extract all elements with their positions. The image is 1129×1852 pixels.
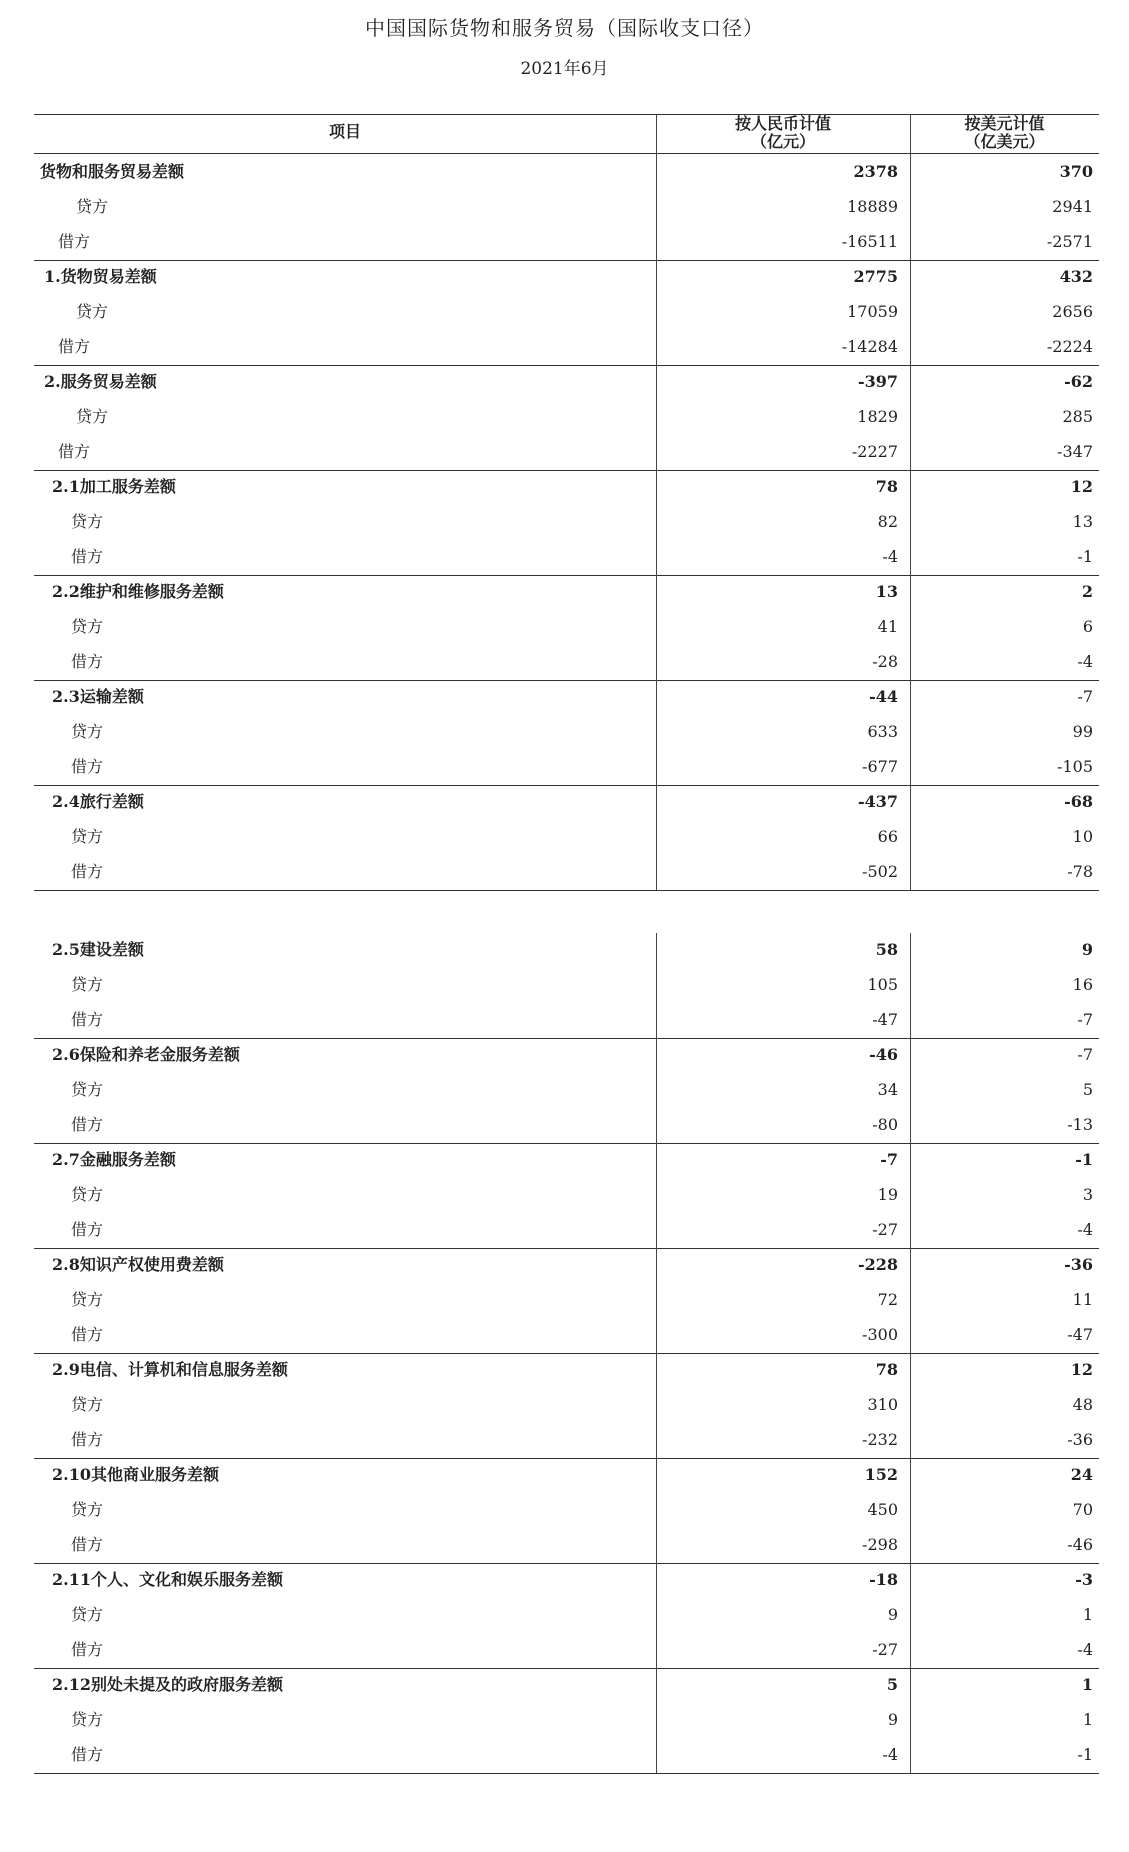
block-rule bbox=[34, 1143, 1099, 1144]
cell-usd: -4 bbox=[1077, 1640, 1093, 1659]
cell-usd: -46 bbox=[1067, 1535, 1093, 1554]
row-label-debit: 借方 bbox=[71, 1115, 104, 1134]
cell-usd: -2571 bbox=[1046, 232, 1093, 251]
row-label-debit: 借方 bbox=[71, 1640, 104, 1659]
row-label: 1.货物贸易差额 bbox=[44, 267, 157, 286]
row-label-debit: 借方 bbox=[71, 862, 104, 881]
cell-rmb: -80 bbox=[872, 1115, 898, 1134]
cell-usd: 2656 bbox=[1052, 302, 1093, 321]
cell-usd: -62 bbox=[1064, 372, 1093, 391]
row-label: 2.10其他商业服务差额 bbox=[52, 1465, 219, 1484]
cell-usd: -4 bbox=[1077, 652, 1093, 671]
cell-rmb: -437 bbox=[857, 792, 898, 811]
cell-usd: 5 bbox=[1082, 1080, 1093, 1099]
row-label-debit: 借方 bbox=[58, 337, 91, 356]
cell-usd: 432 bbox=[1059, 267, 1093, 286]
cell-rmb: -7 bbox=[880, 1150, 898, 1169]
cell-usd: 70 bbox=[1072, 1500, 1093, 1519]
cell-usd: -47 bbox=[1067, 1325, 1093, 1344]
cell-rmb: 72 bbox=[877, 1290, 898, 1309]
header-bottom-rule bbox=[34, 153, 1099, 154]
row-label: 2.6保险和养老金服务差额 bbox=[52, 1045, 240, 1064]
block-rule bbox=[34, 1458, 1099, 1459]
cell-usd: 2941 bbox=[1052, 197, 1093, 216]
cell-rmb: -28 bbox=[872, 652, 898, 671]
cell-rmb: 450 bbox=[867, 1500, 898, 1519]
header-item: 项目 bbox=[328, 122, 361, 141]
row-label-debit: 借方 bbox=[71, 1010, 104, 1029]
cell-usd: 12 bbox=[1070, 1360, 1093, 1379]
trade-table bbox=[34, 0, 1099, 1852]
col-rule bbox=[910, 114, 911, 890]
cell-usd: -3 bbox=[1075, 1570, 1093, 1589]
row-label-debit: 借方 bbox=[71, 547, 104, 566]
cell-usd: 16 bbox=[1072, 975, 1093, 994]
cell-rmb: 78 bbox=[875, 477, 898, 496]
row-label-credit: 贷方 bbox=[71, 1185, 104, 1204]
cell-rmb: -300 bbox=[862, 1325, 898, 1344]
row-label-credit: 贷方 bbox=[71, 1290, 104, 1309]
row-label-credit: 贷方 bbox=[71, 1080, 104, 1099]
cell-usd: -13 bbox=[1067, 1115, 1093, 1134]
block-rule bbox=[34, 785, 1099, 786]
row-label-credit: 贷方 bbox=[71, 827, 104, 846]
cell-usd: -1 bbox=[1075, 1150, 1093, 1169]
table-subtitle: 2021年6月 bbox=[520, 59, 609, 79]
block-rule bbox=[34, 1353, 1099, 1354]
row-label: 2.5建设差额 bbox=[52, 940, 144, 959]
cell-rmb: -18 bbox=[869, 1570, 898, 1589]
row-label-credit: 贷方 bbox=[71, 617, 104, 636]
block-rule bbox=[34, 1563, 1099, 1564]
cell-rmb: 13 bbox=[875, 582, 898, 601]
cell-rmb: 633 bbox=[867, 722, 898, 741]
cell-rmb: 66 bbox=[877, 827, 898, 846]
cell-rmb: -2227 bbox=[851, 442, 898, 461]
cell-usd: -36 bbox=[1064, 1255, 1093, 1274]
row-label-debit: 借方 bbox=[71, 652, 104, 671]
row-label-credit: 贷方 bbox=[71, 722, 104, 741]
cell-usd: 1 bbox=[1082, 1710, 1093, 1729]
cell-rmb: 78 bbox=[875, 1360, 898, 1379]
cell-rmb: 2378 bbox=[853, 162, 898, 181]
table-title: 中国国际货物和服务贸易（国际收支口径） bbox=[365, 16, 764, 40]
col-rule bbox=[656, 933, 657, 1773]
cell-rmb: -502 bbox=[862, 862, 898, 881]
cell-usd: 3 bbox=[1082, 1185, 1093, 1204]
row-label-debit: 借方 bbox=[71, 1745, 104, 1764]
cell-usd: -7 bbox=[1077, 687, 1093, 706]
cell-rmb: -677 bbox=[862, 757, 898, 776]
row-label-debit: 借方 bbox=[71, 757, 104, 776]
block-rule bbox=[34, 575, 1099, 576]
cell-rmb: 9 bbox=[887, 1605, 898, 1624]
block-rule bbox=[34, 680, 1099, 681]
cell-usd: 99 bbox=[1072, 722, 1093, 741]
row-label-credit: 贷方 bbox=[76, 407, 109, 426]
cell-usd: 2 bbox=[1081, 582, 1093, 601]
cell-rmb: -16511 bbox=[841, 232, 898, 251]
cell-rmb: 1829 bbox=[857, 407, 898, 426]
row-label-credit: 贷方 bbox=[71, 975, 104, 994]
row-label-credit: 贷方 bbox=[76, 197, 109, 216]
cell-usd: 285 bbox=[1062, 407, 1093, 426]
cell-rmb: -46 bbox=[869, 1045, 898, 1064]
cell-usd: 48 bbox=[1072, 1395, 1093, 1414]
cell-rmb: 5 bbox=[886, 1675, 898, 1694]
cell-usd: -2224 bbox=[1046, 337, 1093, 356]
row-label: 2.2维护和维修服务差额 bbox=[52, 582, 224, 601]
cell-usd: -36 bbox=[1067, 1430, 1093, 1449]
cell-rmb: 41 bbox=[877, 617, 898, 636]
cell-usd: 13 bbox=[1072, 512, 1093, 531]
block-rule bbox=[34, 260, 1099, 261]
cell-usd: 10 bbox=[1072, 827, 1093, 846]
block-rule bbox=[34, 1038, 1099, 1039]
row-label-credit: 贷方 bbox=[71, 1710, 104, 1729]
row-label: 2.1加工服务差额 bbox=[52, 477, 176, 496]
block-rule bbox=[34, 890, 1099, 891]
cell-usd: -7 bbox=[1077, 1045, 1093, 1064]
cell-usd: -105 bbox=[1057, 757, 1093, 776]
cell-rmb: 18889 bbox=[847, 197, 898, 216]
cell-rmb: 17059 bbox=[847, 302, 898, 321]
cell-usd: -1 bbox=[1077, 1745, 1093, 1764]
header-usd-line2: （亿美元） bbox=[964, 132, 1045, 151]
row-label: 2.8知识产权使用费差额 bbox=[52, 1255, 224, 1274]
cell-usd: 1 bbox=[1081, 1675, 1093, 1694]
row-label: 2.3运输差额 bbox=[52, 687, 144, 706]
cell-rmb: 2775 bbox=[853, 267, 898, 286]
row-label: 2.4旅行差额 bbox=[52, 792, 144, 811]
block-rule bbox=[34, 1668, 1099, 1669]
cell-rmb: 310 bbox=[867, 1395, 898, 1414]
cell-rmb: -228 bbox=[857, 1255, 898, 1274]
row-label-debit: 借方 bbox=[71, 1430, 104, 1449]
row-label-debit: 借方 bbox=[71, 1325, 104, 1344]
table-top-rule bbox=[34, 114, 1099, 115]
row-label-debit: 借方 bbox=[71, 1220, 104, 1239]
cell-usd: 24 bbox=[1070, 1465, 1093, 1484]
row-label: 2.12别处未提及的政府服务差额 bbox=[52, 1675, 283, 1694]
row-label: 2.9电信、计算机和信息服务差额 bbox=[52, 1360, 288, 1379]
row-label-debit: 借方 bbox=[71, 1535, 104, 1554]
row-label: 货物和服务贸易差额 bbox=[40, 162, 185, 181]
cell-rmb: -27 bbox=[872, 1640, 898, 1659]
row-label: 2.服务贸易差额 bbox=[44, 372, 157, 391]
block-rule bbox=[34, 1248, 1099, 1249]
cell-usd: -7 bbox=[1077, 1010, 1093, 1029]
block-rule bbox=[34, 1773, 1099, 1774]
cell-usd: -4 bbox=[1077, 1220, 1093, 1239]
cell-usd: 11 bbox=[1072, 1290, 1093, 1309]
cell-rmb: -44 bbox=[869, 687, 898, 706]
row-label-credit: 贷方 bbox=[71, 1395, 104, 1414]
cell-usd: -68 bbox=[1064, 792, 1093, 811]
header-usd-line1: 按美元计值 bbox=[964, 114, 1045, 133]
cell-rmb: 9 bbox=[887, 1710, 898, 1729]
cell-usd: 9 bbox=[1081, 940, 1093, 959]
cell-rmb: 34 bbox=[877, 1080, 898, 1099]
cell-rmb: 105 bbox=[867, 975, 898, 994]
row-label-credit: 贷方 bbox=[71, 512, 104, 531]
cell-rmb: -27 bbox=[872, 1220, 898, 1239]
block-rule bbox=[34, 470, 1099, 471]
cell-rmb: -14284 bbox=[841, 337, 898, 356]
cell-rmb: 58 bbox=[875, 940, 898, 959]
cell-rmb: -397 bbox=[857, 372, 898, 391]
row-label-credit: 贷方 bbox=[76, 302, 109, 321]
cell-usd: -347 bbox=[1057, 442, 1093, 461]
header-rmb-line2: （亿元） bbox=[750, 132, 815, 151]
block-rule bbox=[34, 365, 1099, 366]
header-rmb-line1: 按人民币计值 bbox=[734, 114, 831, 133]
cell-rmb: 19 bbox=[877, 1185, 898, 1204]
cell-rmb: 82 bbox=[877, 512, 898, 531]
cell-usd: -78 bbox=[1067, 862, 1093, 881]
row-label-debit: 借方 bbox=[58, 232, 91, 251]
cell-rmb: -4 bbox=[882, 1745, 898, 1764]
cell-rmb: 152 bbox=[864, 1465, 898, 1484]
cell-usd: 1 bbox=[1082, 1605, 1093, 1624]
row-label: 2.7金融服务差额 bbox=[52, 1150, 176, 1169]
row-label-debit: 借方 bbox=[58, 442, 91, 461]
cell-rmb: -47 bbox=[872, 1010, 898, 1029]
cell-rmb: -298 bbox=[862, 1535, 898, 1554]
cell-rmb: -4 bbox=[882, 547, 898, 566]
row-label: 2.11个人、文化和娱乐服务差额 bbox=[52, 1570, 283, 1589]
cell-usd: -1 bbox=[1077, 547, 1093, 566]
row-label-credit: 贷方 bbox=[71, 1500, 104, 1519]
row-label-credit: 贷方 bbox=[71, 1605, 104, 1624]
col-rule bbox=[910, 933, 911, 1773]
cell-usd: 12 bbox=[1070, 477, 1093, 496]
col-rule bbox=[656, 114, 657, 890]
cell-usd: 370 bbox=[1059, 162, 1093, 181]
cell-rmb: -232 bbox=[862, 1430, 898, 1449]
cell-usd: 6 bbox=[1082, 617, 1093, 636]
